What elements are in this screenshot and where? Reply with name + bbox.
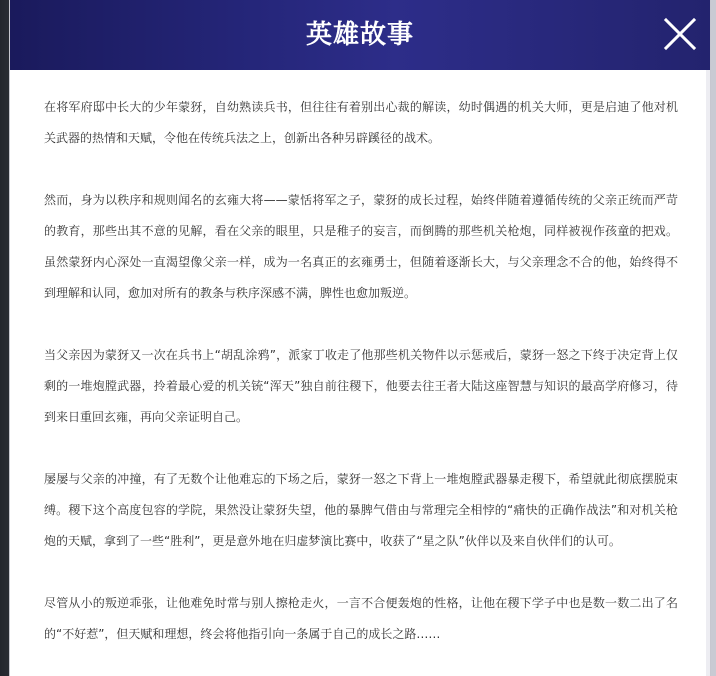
story-paragraph: 屡屡与父亲的冲撞，有了无数个让他难忘的下场之后，蒙犽一怒之下背上一堆炮膛武器暴走稷下，希望就此彻底摆脱束缚。稷下这个高度包容的学院，果然没让蒙犽失望，他的暴脾气借由与常理完全相悖的“痛快的正确作战法”和对机关枪炮的天赋，拿到了一些“胜利”，更是意外地在归虚梦演比赛中，收获了“星之队”伙伴以及来自伙伴们的认可。	[44, 472, 678, 548]
modal-title: 英雄故事	[305, 20, 414, 50]
story-paragraph: 在将军府邸中长大的少年蒙犽，自幼熟读兵书，但往往有着别出心裁的解读，幼时偶遇的机关大师，更是启迪了他对机关武器的热情和天赋，令他在传统兵法之上，创新出各种另辟蹊径的战术。	[44, 100, 678, 145]
close-icon	[660, 14, 700, 54]
scrollbar[interactable]	[706, 70, 710, 676]
hero-story-modal	[10, 0, 710, 676]
story-paragraph: 然而，身为以秩序和规则闻名的玄雍大将——蒙恬将军之子，蒙犽的成长过程，始终伴随着遵循传统的父亲正统而严苛的教育，那些出其不意的见解，看在父亲的眼里，只是稚子的妄言，而倒腾的那些机关枪炮，同样被视作孩童的把戏。虽然蒙犽内心深处一直渴望像父亲一样，成为一名真正的玄雍勇士，但随着逐渐长大，与父亲理念不合的他，始终得不到理解和认同，愈加对所有的教条与秩序深感不满，脾性也愈加叛逆。	[44, 193, 678, 300]
modal-header	[10, 0, 710, 70]
backdrop-edge	[710, 0, 716, 676]
story-paragraph: 当父亲因为蒙犽又一次在兵书上“胡乱涂鸦”，派家丁收走了他那些机关物件以示惩戒后，蒙犽一怒之下终于决定背上仅剩的一堆炮膛武器，拎着最心爱的机关铳“浑天”独自前往稷下，他要去往王者大陆这座智慧与知识的最高学府修习，待到来日重回玄雍，再向父亲证明自己。	[44, 348, 678, 424]
close-button[interactable]	[660, 14, 700, 54]
story-paragraph: 尽管从小的叛逆乖张，让他难免时常与别人擦枪走火，一言不合便轰炮的性格，让他在稷下学子中也是数一数二出了名的“不好惹”，但天赋和理想，终会将他指引向一条属于自己的成长之路……	[44, 596, 678, 641]
story-body[interactable]	[44, 92, 678, 664]
